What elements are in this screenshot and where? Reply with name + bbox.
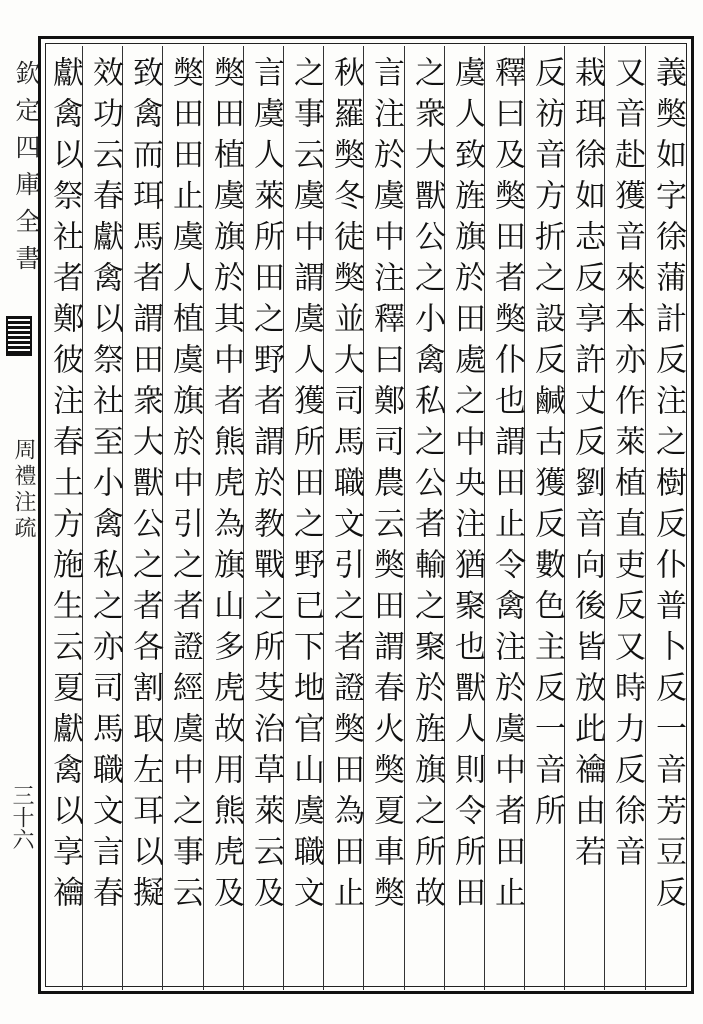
- book-title: 欽定四庫全書: [12, 60, 41, 282]
- text-column-2: 又音赴獲音來本亦作萊植直吏反又時力反徐音: [609, 56, 645, 876]
- text-column-6: 虞人致旌旗於田處之中央注猶聚也獸人則令所田: [449, 56, 485, 917]
- text-column-3: 栽珥徐如志反享許丈反劉音向後皆放此禴由若: [569, 56, 605, 876]
- text-column-13: 獘田田止虞人植虞旗於中引之者證經虞中之事云: [167, 56, 203, 917]
- text-column-16: 獻禽以祭社者鄭彼注春土方施生云夏獻禽以享禴: [47, 56, 83, 917]
- section-title: 周禮注疏: [11, 438, 36, 542]
- text-column-14: 致禽而珥馬者謂田衆大獸公之者各割取左耳以擬: [127, 56, 163, 917]
- text-column-1: 義獘如字徐蒲計反注之樹反仆普卜反一音芳豆反: [650, 56, 686, 917]
- text-column-8: 言注於虞中注釋曰鄭司農云獘田謂春火獘夏車獘: [368, 56, 404, 917]
- text-column-10: 之事云虞中謂虞人獲所田之野已下地官山虞職文: [288, 56, 324, 917]
- text-column-15: 效功云春獻禽以祭社至小禽私之亦司馬職文言春: [87, 56, 123, 917]
- page-margin: [0, 0, 41, 1024]
- text-column-7: 之衆大獸公之小禽私之公者輸之聚於旌旗之所故: [409, 56, 445, 917]
- text-column-11: 言虞人萊所田之野者謂於教戰之所芟治草萊云及: [248, 56, 284, 917]
- page-number: 三十六: [9, 784, 34, 850]
- text-column-5: 釋曰及獘田者獘仆也謂田止令禽注於虞中者田止: [489, 56, 525, 917]
- text-column-4: 反祊音方折之設反鹹古獲反數色主反一音所: [529, 56, 565, 835]
- text-column-9: 秋羅獘冬徒獘並大司馬職文引之者證獘田為田止: [328, 56, 364, 917]
- fish-tail-mark-icon: [6, 316, 32, 356]
- text-column-12: 獘田植虞旗於其中者熊虎為旗山多虎故用熊虎及: [208, 56, 244, 917]
